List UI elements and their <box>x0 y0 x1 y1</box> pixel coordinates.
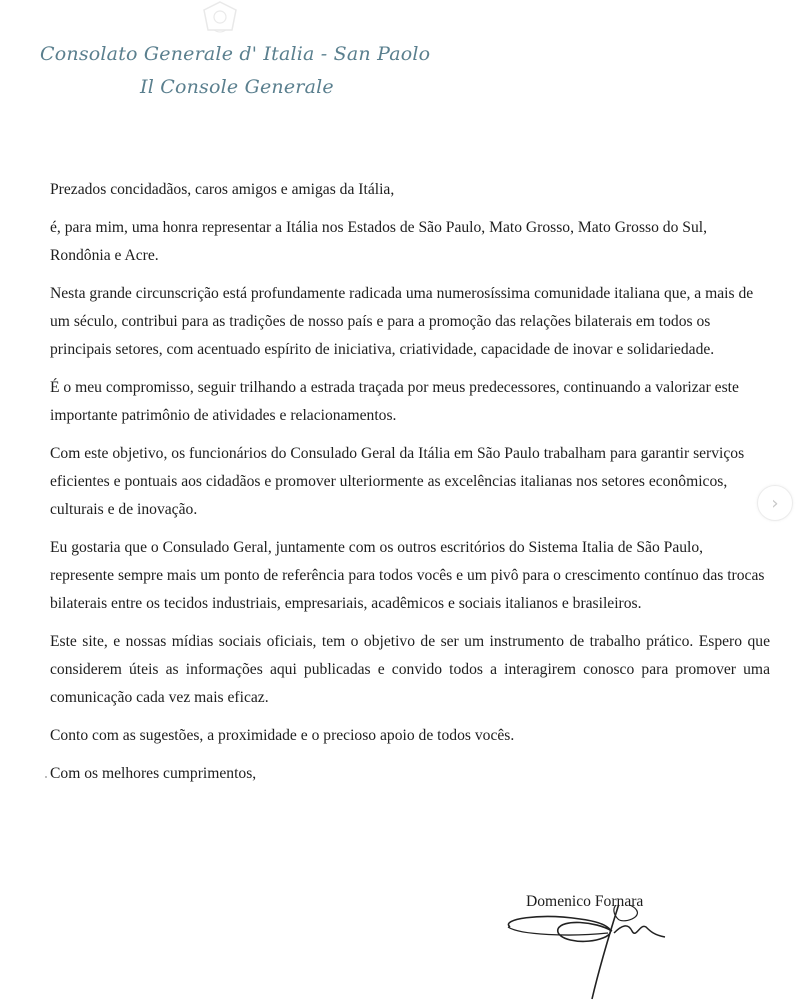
letter-paragraph-7: Conto com as sugestões, a proximidade e o precioso apoio de todos vocês. <box>50 727 515 744</box>
signatory-name: Domenico Fornara <box>526 893 644 910</box>
letter-paragraph-5: Eu gostaria que o Consulado Geral, juntamente com os outros escritórios do Sistema Italia de São Paulo, represente sempre mais um ponto de referência para todos vocês e um pivô para o crescimento contínuo das trocas bilaterais entre os tecidos industriais, empresariais, acadêmicos e sociais italianos e brasileiros. <box>50 539 765 612</box>
letter-greeting: Prezados concidadãos, caros amigos e amigas da Itália, <box>50 181 395 198</box>
letterhead-institution: Consolato Generale d' Italia - San Paolo <box>40 43 431 65</box>
letter-paragraph-4: Com este objetivo, os funcionários do Consulado Geral da Itália em São Paulo trabalham para garantir serviços eficientes e pontuais aos cidadãos e promover ulteriormente as excelências italianas nos setores econômicos, culturais e de inovação. <box>50 445 745 518</box>
handwritten-signature-icon <box>500 905 680 1001</box>
letter-paragraph-6: Este site, e nossas mídias sociais oficiais, tem o objetivo de ser um instrumento de trabalho prático. Espero que considerem úteis as informações aqui publicadas e convido todos a interagirem conosco para promover uma comunicação cada vez mais eficaz. <box>50 633 770 706</box>
letter-paragraph-2: Nesta grande circunscrição está profundamente radicada uma numerosíssima comunidade italiana que, a mais de um século, contribui para as tradições de nosso país e para a promoção das relações bilaterais em todos os principais setores, com acentuado espírito de iniciativa, criatividade, capacidade de inovar e solidariedade. <box>50 285 754 358</box>
letter-closing: Com os melhores cumprimentos, <box>50 765 257 782</box>
chevron-right-icon: › <box>771 492 779 514</box>
letter-paragraph-3: É o meu compromisso, seguir trilhando a estrada traçada por meus predecessores, continuando a valorizar este importante patrimônio de atividades e relacionamentos. <box>50 379 739 424</box>
letter-body <box>50 176 770 798</box>
letter-paragraph-1: é, para mim, uma honra representar a Itália nos Estados de São Paulo, Mato Grosso, Mato Grosso do Sul, Rondônia e Acre. <box>50 219 707 264</box>
letterhead-office: Il Console Generale <box>140 76 334 98</box>
next-page-button[interactable] <box>757 485 793 521</box>
italian-republic-emblem-icon <box>198 0 242 36</box>
scan-speck <box>45 776 47 778</box>
